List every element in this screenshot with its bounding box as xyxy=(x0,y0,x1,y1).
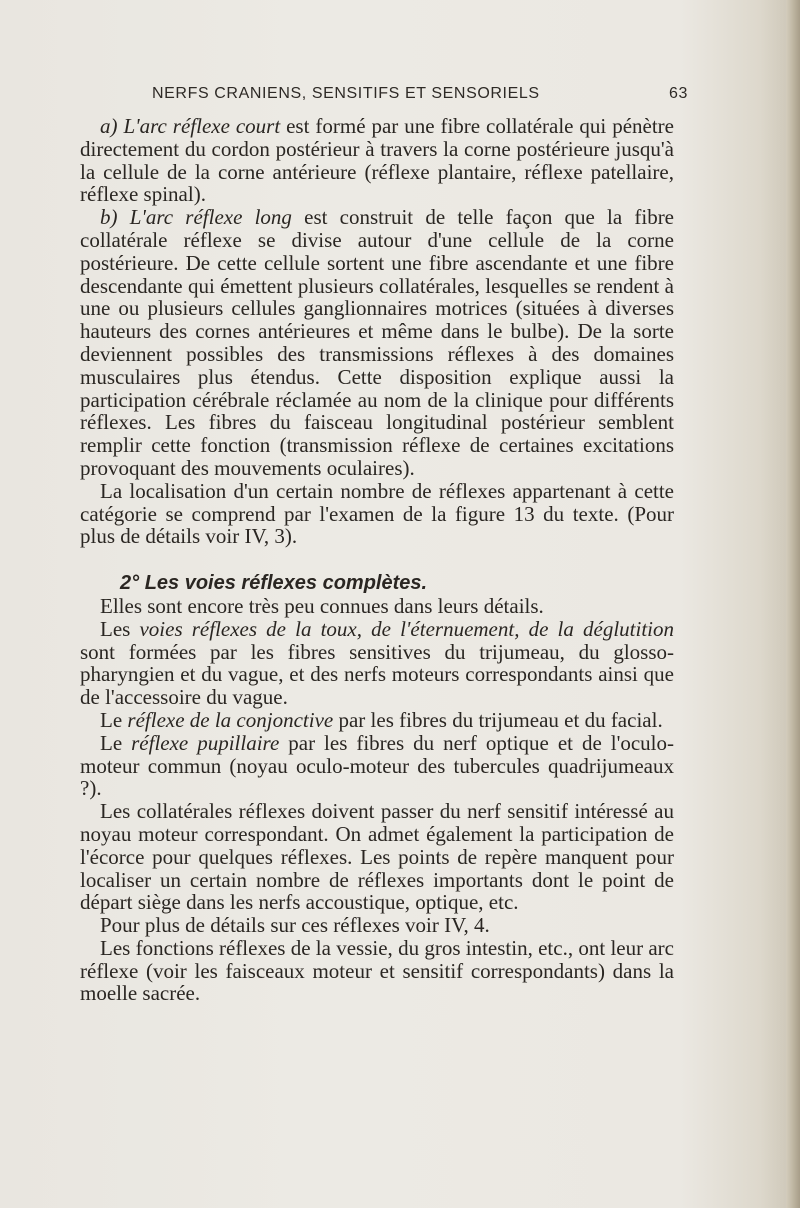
page-body xyxy=(80,115,674,1005)
page-edge xyxy=(786,0,800,1208)
paragraph-details: Pour plus de détails sur ces réflexes voir IV, 4. xyxy=(100,913,490,938)
paragraph-text: est formé par une fibre collatérale qui pénètre directement du cordon postérieur à travers la corne postérieure jusqu'à la cellule de la corne antérieure (réflexe plantaire, réflexe patellaire, réflexe spinal). xyxy=(80,114,674,207)
paragraph-long-reflex-arc xyxy=(80,206,674,480)
term-cough-sneeze-swallow: voies réflexes de la toux, de l'éternuement, de la déglutition xyxy=(139,616,675,641)
paragraph-short-reflex-arc xyxy=(80,115,674,206)
term-long-reflex-arc: L'arc réflexe long xyxy=(129,205,292,230)
paragraph-text: est construit de telle façon que la fibre collatérale réflexe se divise autour d'une cellule de la corne postérieure. De cette cellule sortent une fibre ascendante et une fibre descendante qui émettent plusieurs collatérales, lesquelles se rendent à une ou plusieurs cellules ganglionnaires motrices (situées à diverses hauteurs des cornes antérieures et même dans le bulbe). De la sorte deviennent possibles des transmissions réflexes à des domaines musculaires plus étendus. Cette disposition explique aussi la participation cérébrale réclamée au nom de la clinique pour différents réflexes. Les fibres du faisceau longitudinal postérieur semblent remplir cette fonction (transmission réflexe de certaines excitations provoquant des mouvements oculaires). xyxy=(80,205,675,480)
page-number: 63 xyxy=(669,85,688,102)
section-number: 2° xyxy=(120,572,140,595)
paragraph-localisation: La localisation d'un certain nombre de réflexes appartenant à cette catégorie se comprend par l'examen de la figure 13 du texte. (Pour plus de détails voir IV, 3). xyxy=(80,478,674,549)
paragraph-text: par les fibres du nerf optique et de l'oculo-moteur commun (noyau oculo-moteur des tubercules quadrijumeaux ?). xyxy=(80,730,674,801)
paragraph-label: b) xyxy=(100,205,118,230)
paragraph-prefix: Le xyxy=(100,707,128,732)
header-title: NERFS CRANIENS, SENSITIFS ET SENSORIELS xyxy=(152,85,540,102)
term-short-reflex-arc: L'arc réflexe court xyxy=(123,114,281,138)
paragraph-conjunctiva xyxy=(80,709,674,732)
term-conjunctival-reflex: réflexe de la conjonctive xyxy=(127,707,334,732)
paragraph-cough-sneeze xyxy=(80,618,674,709)
paragraph-label: a) xyxy=(100,114,118,138)
section-title: Les voies réflexes complètes. xyxy=(144,572,428,595)
paragraph-pupillary xyxy=(80,732,674,800)
term-pupillary-reflex: réflexe pupillaire xyxy=(131,730,280,755)
paragraph-text: par les fibres du trijumeau et du facial. xyxy=(333,707,663,732)
paragraph-text: sont formées par les fibres sensitives du trijumeau, du glosso-pharyngien et du vague, et des nerfs moteurs correspondants ainsi que de l'accessoire du vague. xyxy=(80,639,674,710)
paragraph-bladder: Les fonctions réflexes de la vessie, du gros intestin, etc., ont leur arc réflexe (voir les faisceaux moteur et sensitif correspondants) dans la moelle sacrée. xyxy=(80,935,674,1006)
running-header xyxy=(152,82,688,106)
paragraph-collaterals: Les collatérales réflexes doivent passer du nerf sensitif intéressé au noyau moteur correspondant. On admet également la participation de l'écorce pour quelques réflexes. Les points de repère manquent pour localiser un certain nombre de réflexes importants dont le point de départ siège dans les nerfs accoustique, optique, etc. xyxy=(80,799,674,915)
paragraph-intro: Elles sont encore très peu connues dans leurs détails. xyxy=(100,593,544,618)
paragraph-prefix: Les xyxy=(100,616,140,641)
section-heading xyxy=(80,572,674,595)
paragraph-prefix: Le xyxy=(100,730,132,755)
